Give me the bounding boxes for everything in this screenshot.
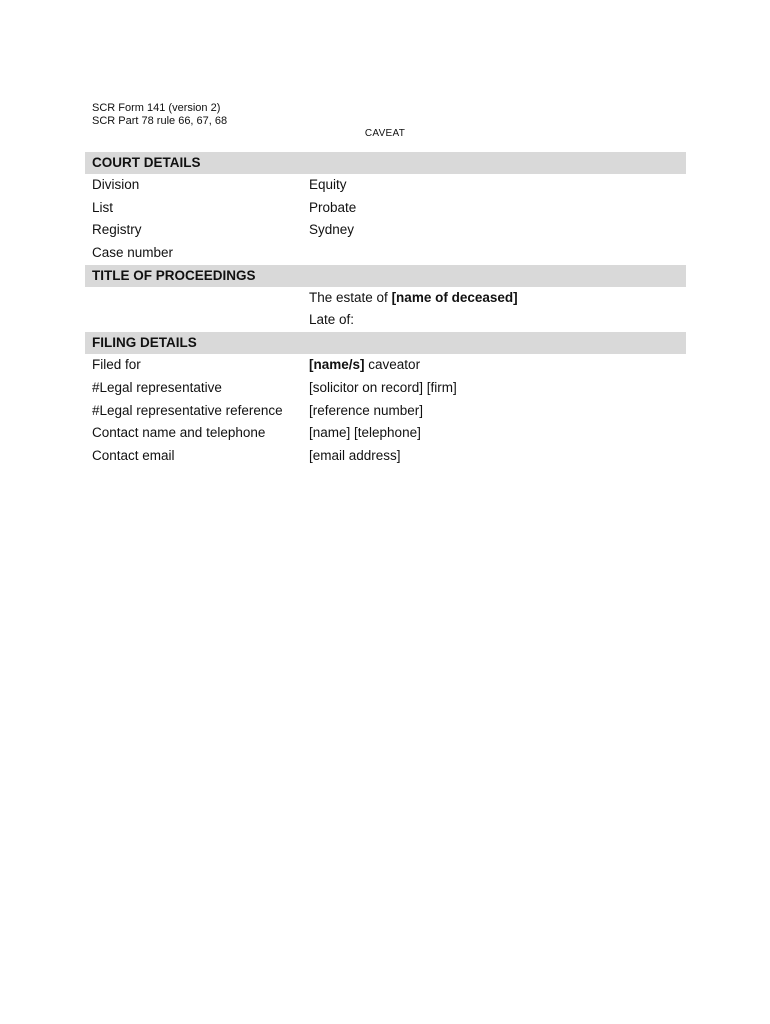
deceased-name-placeholder: [name of deceased] <box>391 289 518 305</box>
row-value: Probate <box>309 199 357 215</box>
table-row <box>85 174 686 197</box>
row-label <box>85 309 309 332</box>
section-heading-filing-details: FILING DETAILS <box>85 332 686 354</box>
table-row <box>85 242 686 265</box>
table-row <box>85 287 686 310</box>
caveator-name-placeholder: [name/s] <box>309 357 365 373</box>
table-row <box>85 377 686 400</box>
row-label: Contact name and telephone <box>92 425 266 441</box>
form-details-table <box>85 152 686 468</box>
table-row <box>85 400 686 423</box>
late-of-value: Late of: <box>309 312 355 328</box>
row-label: List <box>92 199 114 215</box>
row-label: #Legal representative reference <box>92 402 283 418</box>
row-value: [solicitor on record] [firm] <box>309 379 457 395</box>
form-header <box>92 102 227 128</box>
row-value: Sydney <box>309 222 355 238</box>
form-title: CAVEAT <box>364 128 406 139</box>
row-label: Filed for <box>92 357 141 373</box>
row-label: #Legal representative <box>92 379 222 395</box>
table-row <box>85 354 686 377</box>
row-label: Contact email <box>92 447 175 463</box>
form-rule-reference: SCR Part 78 rule 66, 67, 68 <box>92 115 228 127</box>
table-row <box>85 445 686 468</box>
table-row <box>85 219 686 242</box>
form-number: SCR Form 141 (version 2) <box>92 102 221 114</box>
row-value: [name] [telephone] <box>309 425 421 441</box>
estate-prefix: The estate of <box>309 289 392 305</box>
section-heading-title-of-proceedings: TITLE OF PROCEEDINGS <box>85 265 686 287</box>
section-heading-court-details: COURT DETAILS <box>85 152 686 174</box>
row-value: [email address] <box>309 447 401 463</box>
row-label: Case number <box>92 245 174 261</box>
table-row <box>85 422 686 445</box>
caveator-suffix: caveator <box>364 357 421 373</box>
row-value <box>309 242 686 265</box>
table-row <box>85 197 686 220</box>
row-label <box>85 287 309 310</box>
filed-for-value <box>309 354 686 377</box>
row-value: [reference number] <box>309 402 424 418</box>
row-label: Division <box>92 177 140 192</box>
row-value: Equity <box>309 177 347 192</box>
table-row <box>85 309 686 332</box>
estate-of-value <box>309 287 686 310</box>
row-label: Registry <box>92 222 142 238</box>
